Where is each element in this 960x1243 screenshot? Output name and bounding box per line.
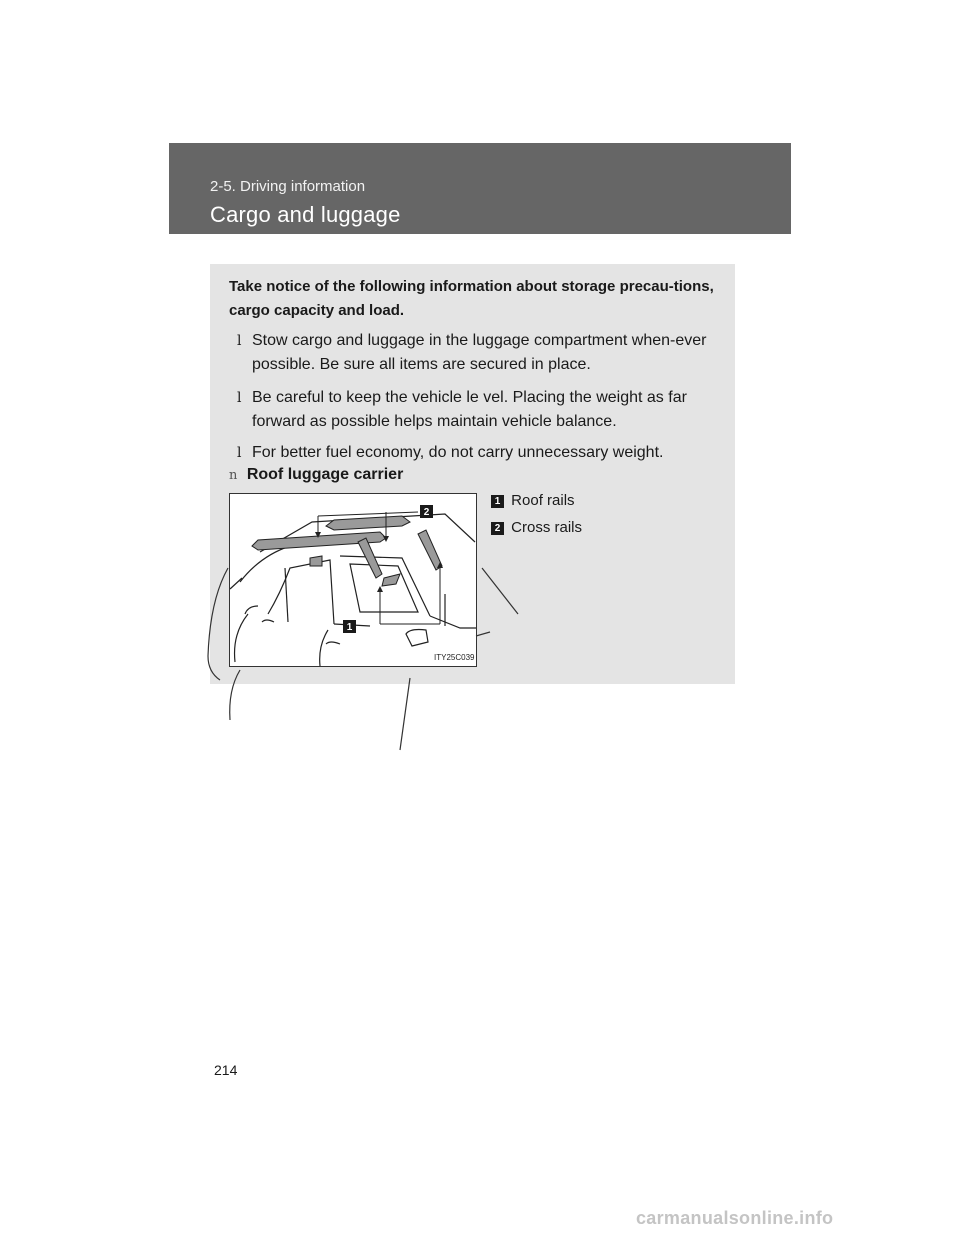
section-header (169, 143, 791, 234)
page-number: 214 (214, 1062, 238, 1078)
callout-1-label: 1 (346, 622, 353, 633)
watermark: carmanualsonline.info (636, 1208, 834, 1228)
list-item (237, 386, 729, 434)
callout-2-badge (420, 505, 433, 518)
legend-label: Roof rails (511, 492, 575, 509)
bullet-text: For better fuel economy, do not carry unnecessary weight. (252, 444, 664, 461)
outline-lines (200, 560, 530, 760)
section-label: 2-5. Driving information (210, 178, 366, 195)
bullet-mark: l (237, 333, 242, 349)
subsection-heading (229, 463, 403, 488)
legend-badge-2: 2 (491, 522, 504, 535)
intro-text: Take notice of the following information about storage precau-tions, cargo capacity and load. (229, 278, 714, 319)
subsection-title: Roof luggage carrier (246, 466, 404, 483)
bullet-mark: l (237, 445, 242, 461)
legend-badge-1: 1 (491, 495, 504, 508)
legend-item-roof-rails (491, 491, 582, 518)
figure-code: ITY25C039 (434, 653, 475, 662)
legend (491, 491, 582, 545)
list-item (237, 329, 729, 377)
legend-label: Cross rails (511, 519, 583, 536)
bullet-text: Be careful to keep the vehicle le vel. Placing the weight as far forward as possible helps maintain vehicle balance. (252, 389, 687, 430)
legend-item-cross-rails (491, 518, 582, 545)
subsection-mark: n (229, 468, 238, 483)
bullet-mark: l (237, 390, 242, 406)
page-title: Cargo and luggage (210, 202, 401, 227)
bullet-text: Stow cargo and luggage in the luggage compartment when-ever possible. Be sure all items are secured in place. (252, 332, 707, 373)
list-item (237, 441, 729, 465)
callout-2-label: 2 (423, 507, 430, 518)
